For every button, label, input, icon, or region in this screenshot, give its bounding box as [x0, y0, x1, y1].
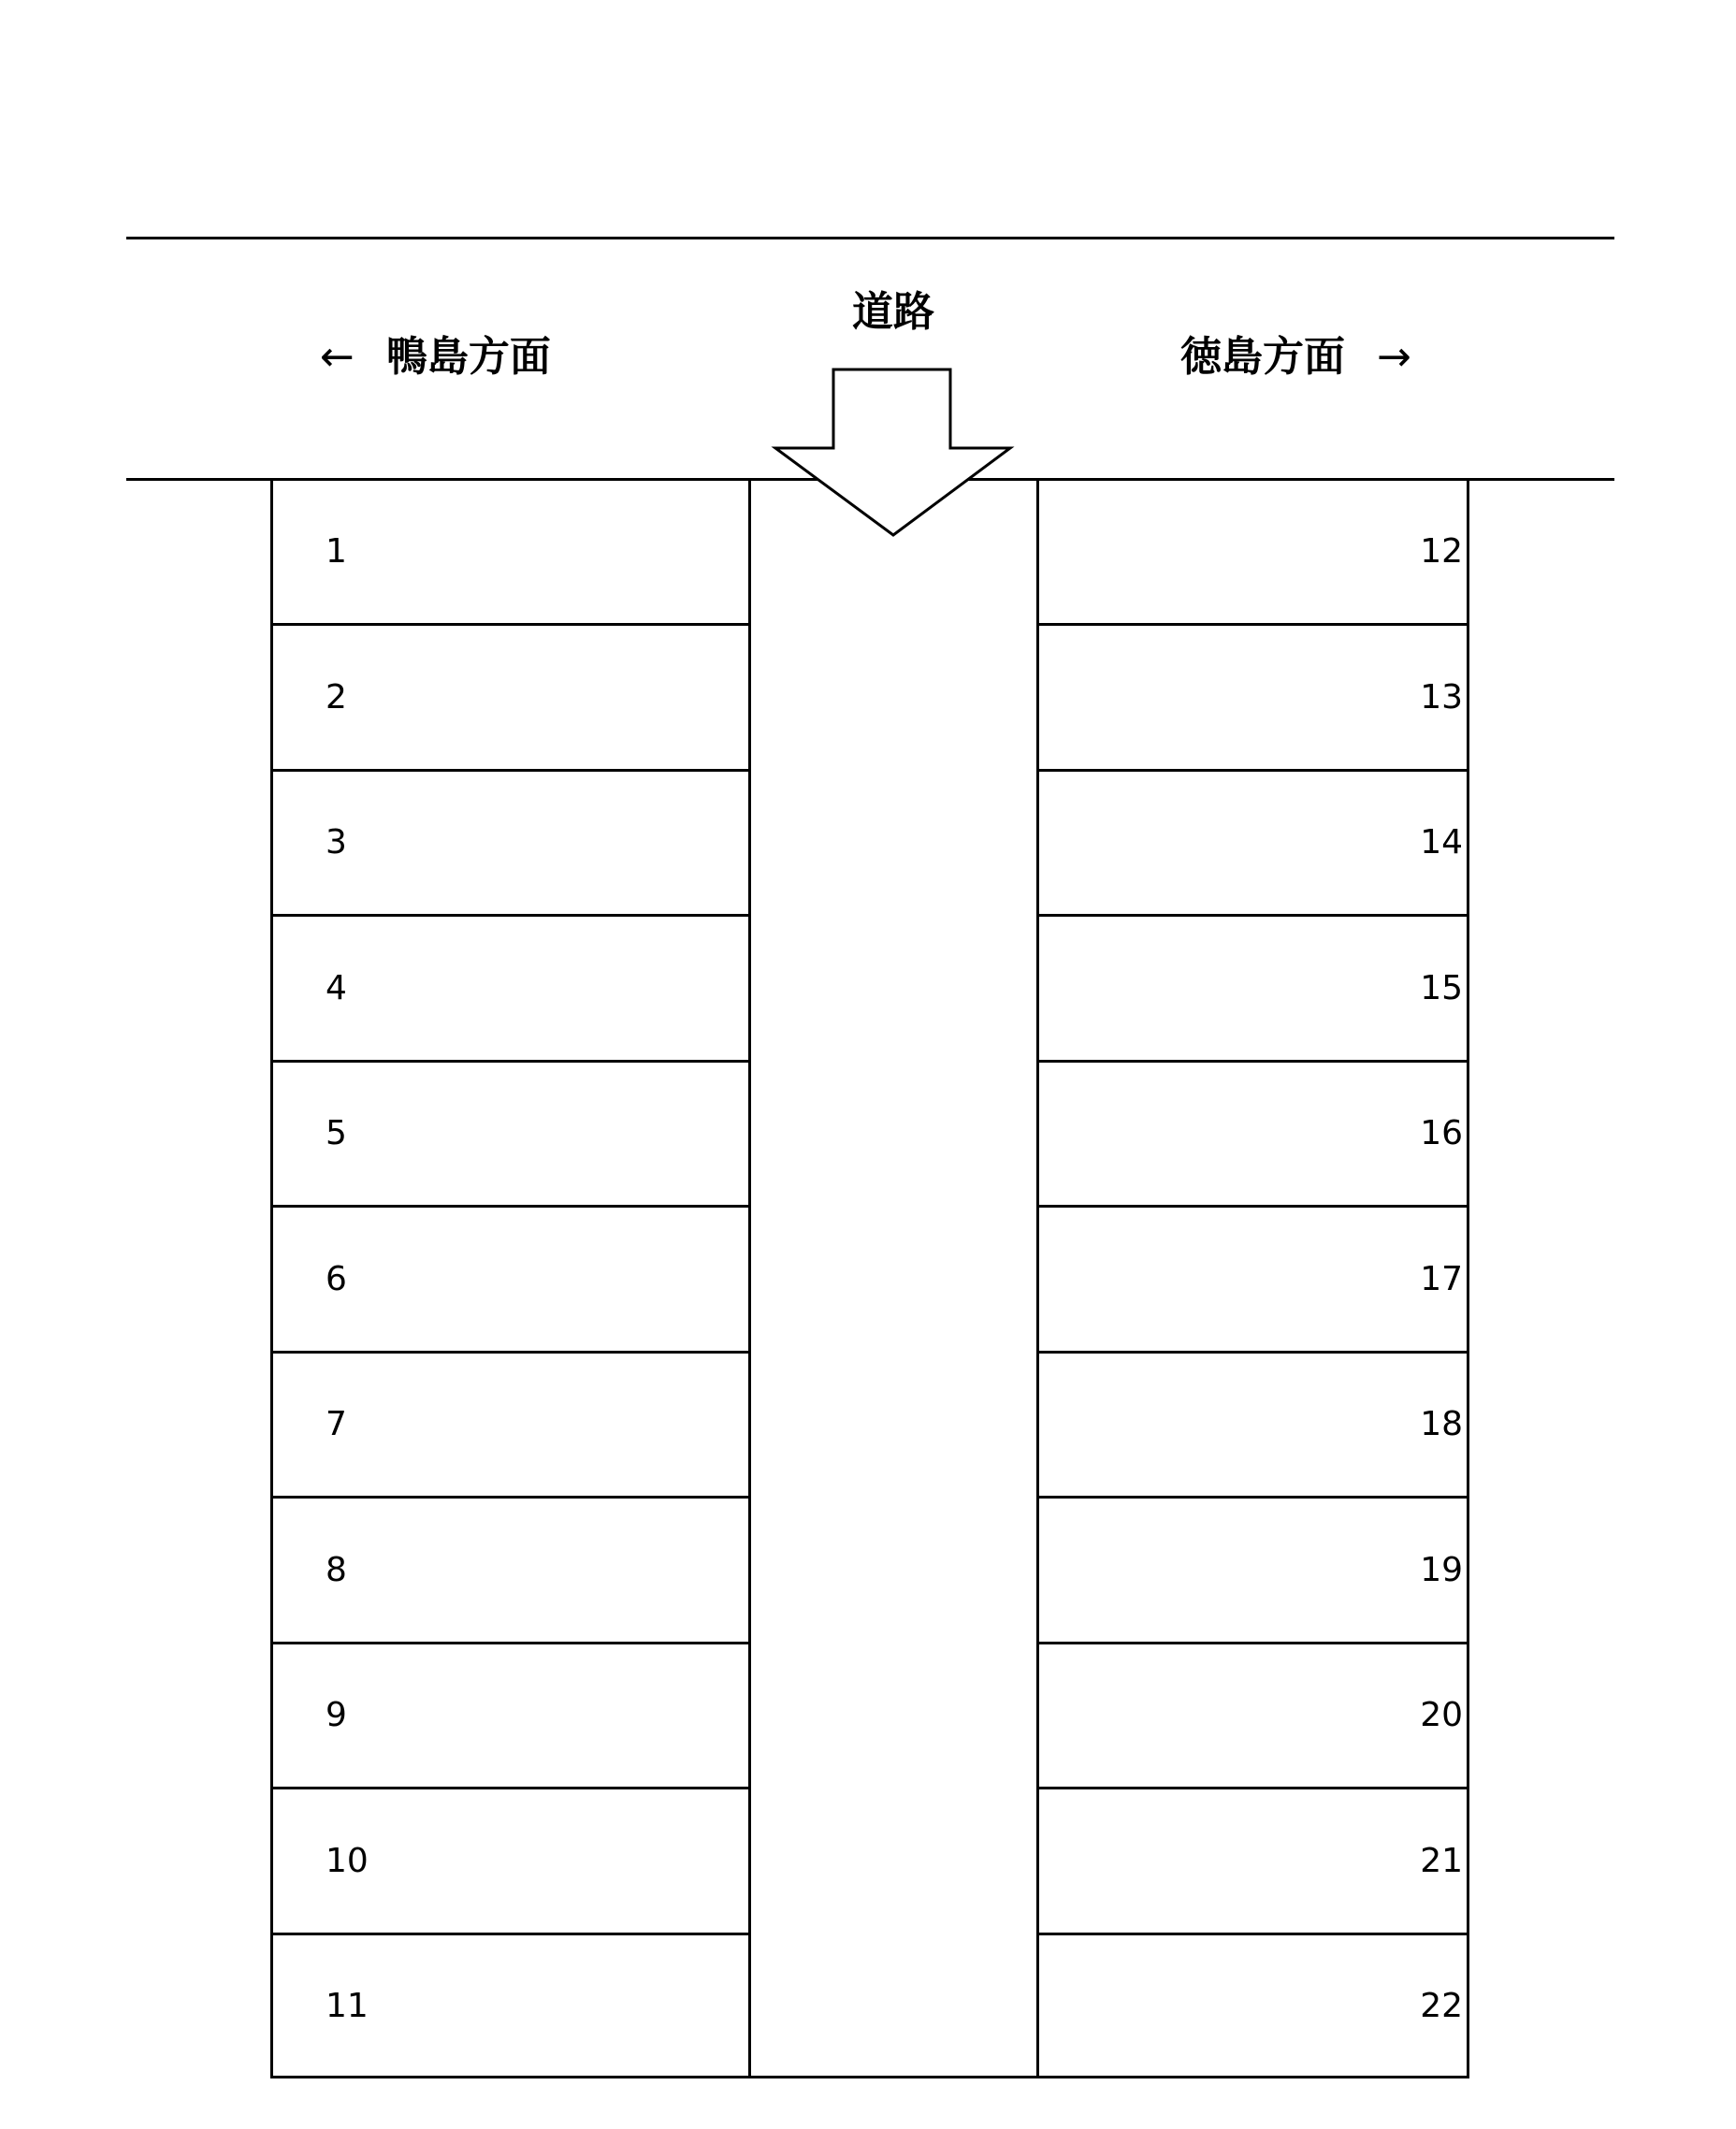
stall-divider — [1039, 1496, 1467, 1499]
parking-stall — [273, 1789, 748, 1933]
stall-number: 19 — [1420, 1550, 1463, 1589]
stall-number: 5 — [326, 1114, 347, 1152]
stall-number: 21 — [1420, 1841, 1463, 1880]
parking-row-left — [270, 479, 751, 2078]
direction-left-label: 鴨島方面 — [385, 333, 551, 381]
stall-number: 15 — [1420, 968, 1463, 1007]
stall-divider — [273, 769, 748, 772]
stall-number: 7 — [326, 1405, 347, 1443]
parking-stall — [273, 770, 748, 915]
parking-stall — [273, 1352, 748, 1497]
parking-stall — [1039, 1933, 1467, 2078]
parking-stall — [273, 1207, 748, 1352]
stall-divider — [273, 1351, 748, 1354]
stall-divider — [273, 1060, 748, 1063]
stall-number: 6 — [326, 1259, 347, 1298]
parking-stall — [1039, 1061, 1467, 1206]
parking-stall — [1039, 1207, 1467, 1352]
stall-number: 4 — [326, 968, 347, 1007]
stall-number: 10 — [326, 1841, 369, 1880]
stall-divider — [1039, 623, 1467, 626]
parking-stall — [1039, 770, 1467, 915]
stall-divider — [273, 1787, 748, 1789]
parking-stall — [273, 1061, 748, 1206]
parking-stall — [273, 625, 748, 770]
stall-divider — [1039, 1642, 1467, 1644]
stall-divider — [1039, 1060, 1467, 1063]
stall-number: 12 — [1420, 532, 1463, 571]
stall-number: 17 — [1420, 1259, 1463, 1298]
parking-stall — [1039, 1352, 1467, 1497]
stall-divider — [273, 1205, 748, 1208]
stall-number: 2 — [326, 677, 347, 717]
stall-number: 14 — [1420, 823, 1463, 862]
stall-number: 3 — [326, 823, 347, 862]
parking-stall — [1039, 1643, 1467, 1788]
stall-divider — [273, 623, 748, 626]
stall-number: 8 — [326, 1550, 347, 1589]
stall-divider — [1039, 1205, 1467, 1208]
stall-number: 11 — [326, 1987, 369, 2025]
stall-number: 1 — [326, 532, 347, 571]
stall-divider — [273, 914, 748, 917]
stall-divider — [1039, 1933, 1467, 1935]
parking-stall — [1039, 1789, 1467, 1933]
stall-divider — [1039, 914, 1467, 917]
direction-right-label: 徳島方面 — [1180, 333, 1345, 381]
stall-divider — [1039, 1787, 1467, 1789]
parking-stall — [273, 916, 748, 1061]
road-label: 道路 — [852, 288, 934, 336]
stall-number: 18 — [1420, 1405, 1463, 1443]
parking-stall — [273, 1933, 748, 2078]
parking-stall — [1039, 1498, 1467, 1643]
stall-divider — [1039, 769, 1467, 772]
parking-stall — [1039, 625, 1467, 770]
entrance-arrow-icon — [0, 0, 1736, 561]
stall-divider — [273, 1496, 748, 1499]
right-arrow-icon: → — [1377, 333, 1411, 381]
stall-number: 9 — [326, 1696, 347, 1734]
stall-number: 20 — [1420, 1696, 1463, 1734]
parking-stall — [273, 1498, 748, 1643]
parking-stall — [273, 1643, 748, 1788]
stall-number: 13 — [1420, 677, 1463, 717]
stall-divider — [1039, 1351, 1467, 1354]
parking-stall — [1039, 916, 1467, 1061]
left-arrow-icon: ← — [320, 333, 354, 381]
driveway-aisle — [748, 479, 1039, 2078]
stall-divider — [273, 1642, 748, 1644]
stall-number: 16 — [1420, 1114, 1463, 1152]
stall-divider — [273, 1933, 748, 1935]
parking-row-right — [1036, 479, 1469, 2078]
stall-number: 22 — [1420, 1987, 1463, 2025]
